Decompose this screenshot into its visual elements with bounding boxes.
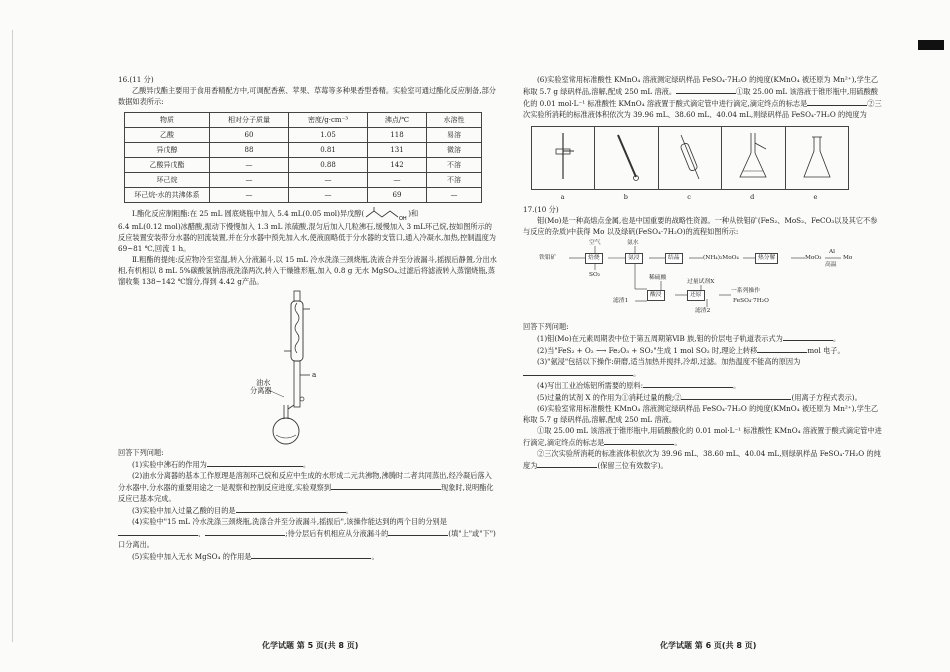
q16-sub4-text-d: (填"上"或"下")口分离出。 — [118, 529, 496, 549]
answer-blank[interactable] — [537, 459, 597, 468]
right-column — [523, 74, 883, 471]
q16-sub4 — [118, 516, 498, 550]
step1-text-cont: 6.4 mL(0.12 mol)冰醋酸,振动下慢慢加入 1.3 mL 浓硫酸,混匀后加入几粒沸石,缓慢加入 3 mL环己烷,按如图所示的反应装置安装带分水器的回流装置,并在分水器中预先加入水,使液面略低于分水器的支管口,通入冷凝水,加热,控制温度为 69~81 ℃,回流 1 h。 — [118, 222, 496, 253]
flow-decompose: 热分解 — [755, 253, 778, 264]
answer-blank[interactable] — [783, 332, 833, 341]
step2-text: Ⅱ.粗酯的提纯:反应物冷至室温,转入分液漏斗,以 15 mL 冷水洗涤三颈烧瓶,洗液合并至分液漏斗,摇振后静置,分出水相,有机相以 8 mL 5%碳酸氢钠溶液洗涤两次,转入干燥锥形瓶,加入 0.8 g 无水 MgSO₄,过滤后将滤液转入蒸馏烧瓶,蒸馏收集 138~142 ℃馏分,得到 4.42 g产品。 — [118, 255, 497, 286]
table-cell: 0.81 — [289, 143, 368, 158]
instrument-figure — [531, 126, 849, 190]
conical-flask-icon — [800, 131, 834, 183]
flow-air: 空气 — [589, 240, 601, 246]
q17-sub5 — [523, 391, 883, 403]
flow-al: Al — [829, 249, 836, 255]
reflux-apparatus-icon — [258, 287, 378, 447]
q17-sub6-part2 — [523, 448, 883, 471]
table-cell: 0.88 — [289, 158, 368, 173]
q16-sub5: (5)实验中加入无水 MgSO₄ 的作用是 。 — [132, 552, 379, 561]
flow-roast: 焙烧 — [585, 253, 603, 264]
flow-leach: 氨浸 — [625, 253, 643, 264]
table-cell: — — [210, 173, 289, 188]
table-cell: — — [210, 188, 289, 203]
table-header-row — [125, 113, 482, 128]
q17-sub2-text-c: 电子。 — [823, 346, 845, 355]
table-header: 密度/g·cm⁻³ — [289, 113, 368, 128]
thermometer-icon — [612, 131, 642, 183]
flow-excess-x: 过量试剂X — [687, 279, 715, 285]
table-header: 水溶性 — [427, 113, 482, 128]
table-header: 沸点/℃ — [368, 113, 427, 128]
q17-header: 17.(10 分) — [523, 205, 559, 214]
instrument-d — [722, 127, 785, 189]
instrument-label: b — [623, 193, 628, 201]
q16-sub4-sep: 、 — [198, 529, 206, 538]
q17-sub6: (6)实验室常用标准酸性 KMnO₄ 溶液测定绿矾样品 FeSO₄·7H₂O 的纯度(KMnO₄ 被还原为 Mn²⁺),学生乙称取 5.7 g 绿矾样品,溶解,配成 250 mL 溶液。 — [523, 404, 879, 424]
table-cell: 环己烷 — [125, 173, 210, 188]
answer-blank[interactable] — [251, 550, 371, 559]
instrument-a — [532, 127, 595, 189]
condenser-icon — [675, 131, 705, 183]
q17-sub3: (3)"氨浸"包括以下操作:研磨,适当加热并搅拌,冷却,过滤。加热温度不能高的原因为。 — [523, 356, 883, 379]
answer-blank[interactable] — [523, 367, 633, 376]
instrument-e — [786, 127, 848, 189]
page-edge — [12, 30, 13, 642]
q16-sub2 — [118, 470, 498, 504]
flow-high-temp: 高温 — [825, 262, 837, 268]
instrument-c — [659, 127, 722, 189]
table-cell: — — [289, 188, 368, 203]
q17-sub6-text-b: ①取 25.00 mL 该溶液于锥形瓶中,用硫酸酸化的 0.01 mol·L⁻¹ 标准酸性 KMnO₄ 溶液置于酸式滴定管中进行滴定,滴定终点的标志是 — [523, 426, 882, 447]
q17-sub2-unit: mol — [807, 346, 821, 355]
q16-sub2-text-b: 现象时,说明酯化反应已基本完成。 — [118, 483, 494, 503]
flow-acid-leach: 酸浸 — [647, 290, 665, 301]
q17-sub6-part1: ①取 25.00 mL 该溶液于锥形瓶中,用硫酸酸化的 0.01 mol·L⁻¹ 标准酸性 KMnO₄ 溶液置于酸式滴定管中进行滴定,滴定终点的标志是 。 — [523, 426, 882, 447]
q17-sub1-text: (1)钼(Mo)在元素周期表中位于第五周期第ⅥB 族,钼的价层电子轨道表示式为 — [537, 334, 783, 343]
instrument-labels — [531, 192, 847, 203]
footer-page-6: 化学试题 第 6 页(共 8 页) — [660, 641, 757, 650]
table-cell: 1.05 — [289, 128, 368, 143]
answer-blank[interactable] — [236, 504, 346, 513]
flow-crystal: 结晶 — [665, 253, 683, 264]
table-row — [125, 143, 482, 158]
table-cell: 乙酸异戊酯 — [125, 158, 210, 173]
q16-sub1-text: (1)实验中沸石的作用为 — [132, 460, 207, 469]
table-cell: 131 — [368, 143, 427, 158]
registration-mark — [918, 40, 944, 50]
apparatus-label-separator: 油水 — [256, 378, 271, 387]
table-cell: 微溶 — [427, 143, 482, 158]
q16-header: 16.(11 分) — [118, 75, 154, 84]
table-cell: — — [427, 188, 482, 203]
q17-sub5-text-b: (用离子方程式表示)。 — [791, 393, 862, 402]
q17-sub5-text: (5)过量的试剂 X 的作用为①消耗过量的酸;② — [537, 393, 682, 402]
flow-residue1: 滤渣1 — [613, 298, 629, 304]
answer-prompt: 回答下列问题: — [118, 448, 164, 457]
table-row — [125, 173, 482, 188]
instrument-b — [595, 127, 658, 189]
answer-blank[interactable] — [331, 481, 441, 490]
q16-sub6 — [523, 74, 883, 120]
answer-blank[interactable] — [388, 527, 448, 536]
answer-blank[interactable] — [676, 85, 736, 94]
q16-sub1: (1)实验中沸石的作用为 。 — [132, 460, 311, 469]
stopcock-icon — [548, 131, 578, 181]
q16-sub4-text-c: ;待分层后有机相应从分液漏斗的 — [285, 529, 389, 538]
table-cell: 88 — [210, 143, 289, 158]
flow-green-vitriol: FeSO₄·7H₂O — [733, 298, 769, 304]
left-column — [118, 74, 498, 562]
table-cell: 60 — [210, 128, 289, 143]
q17-sub4-text: (4)写出工业冶炼铝所需要的原料: — [537, 381, 644, 390]
flow-product: (NH₄)₂MoO₄ — [703, 255, 739, 261]
q16-sub6-text: (6)实验室常用标准酸性 KMnO₄ 溶液测定绿矾样品 FeSO₄·7H₂O 的纯度(KMnO₄ 被还原为 Mn²⁺),学生乙称取 5.7 g 绿矾样品,溶解,配成 250 mL 溶液。 — [523, 75, 879, 96]
answer-blank[interactable] — [205, 527, 285, 536]
q17-sub6-text-c: ②三次实验所消耗的标准液体积依次为 39.96 mL、38.60 mL、40.04 mL,则绿矾样品 FeSO₄·7H₂O 的纯度为 — [523, 449, 881, 470]
table-cell: — — [210, 158, 289, 173]
table-header: 相对分子质量 — [210, 113, 289, 128]
q16-sub6-text-c: ②三次实验所消耗的标准液体积依次为 39.96 mL、38.60 mL、40.04 mL,则绿矾样品 FeSO₄·7H₂O 的纯度为 — [523, 99, 882, 119]
q16-sub3-text: (3)实验中加入过量乙酸的目的是 — [132, 506, 236, 515]
instrument-label: c — [687, 193, 691, 201]
table-cell: 环己烷-水的共沸体系 — [125, 188, 210, 203]
table-row — [125, 158, 482, 173]
q16-sub4-text: (4)实验中"15 mL 冷水洗涤三颈烧瓶,洗涤合并至分液漏斗,摇振后",该操作能达到的两个目的分别是 — [132, 517, 447, 526]
q16-sub2-text: (2)油水分离器的基本工作原理是溶剂环己烷和反应中生成的水形成二元共沸物,沸腾时二者共同蒸出,经冷凝后落入分水器中,分水器的重要用途之一是观察和控制反应进度,实验观察到 — [118, 471, 492, 492]
flow-mo: Mo — [843, 255, 853, 261]
property-table — [124, 112, 482, 203]
answer-blank[interactable] — [681, 391, 791, 400]
table-cell: 不溶 — [427, 158, 482, 173]
flow-dilute-acid: 稀硫酸 — [649, 275, 667, 281]
q16-intro: 乙酸异戊酯主要用于食用香精配方中,可调配香蕉、苹果、草莓等多种果香型香精。实验室可通过酯化反应制备,部分数据如表所示: — [118, 86, 496, 106]
table-header: 物质 — [125, 113, 210, 128]
footer-page-5: 化学试题 第 5 页(共 8 页) — [262, 641, 359, 650]
flow-ore: 铁钼矿 — [539, 255, 557, 261]
q17-answer-prompt: 回答下列问题: — [523, 322, 569, 331]
instrument-label: e — [813, 193, 818, 201]
answer-blank[interactable] — [757, 344, 807, 353]
table-cell: 异戊醇 — [125, 143, 210, 158]
instrument-label: a — [560, 193, 565, 201]
svg-text:OH: OH — [399, 216, 407, 221]
process-flowchart — [523, 241, 883, 315]
step1-part-b: )和 — [408, 209, 419, 218]
q17-sub2-text: (2)当"FeS₂ + O₂ ⟶ Fe₂O₃ + SO₂"生成 1 mol SO₂ 时,理论上转移 — [537, 346, 758, 355]
table-cell: 142 — [368, 158, 427, 173]
apparatus-label-separator-2: 分离器 — [250, 386, 272, 395]
table-row — [125, 188, 482, 203]
table-cell: 乙酸 — [125, 128, 210, 143]
answer-blank[interactable] — [604, 436, 674, 445]
q17-intro: 钼(Mo)是一种高熔点金属,也是中国重要的战略性资源。一种从铁钼矿(FeS₂、MoS₂、FeCO₃以及其它不参与反应的杂质)中获得 Mo 以及绿矾(FeSO₄·7H₂O)的流程如图所示: — [523, 216, 878, 236]
table-cell: 易溶 — [427, 128, 482, 143]
answer-blank[interactable] — [807, 97, 867, 106]
flow-reduce: 还原 — [687, 290, 705, 301]
table-cell: — — [368, 173, 427, 188]
reflux-apparatus — [250, 287, 498, 447]
instrument-label: d — [750, 193, 755, 201]
q16-sub3: (3)实验中加入过量乙酸的目的是 。 — [132, 506, 353, 515]
table-cell: 118 — [368, 128, 427, 143]
isoamyl-alcohol-structure-icon — [364, 207, 408, 221]
step1-text — [118, 207, 498, 221]
flow-series: 一系列操作 — [731, 288, 760, 294]
answer-blank[interactable] — [643, 379, 733, 388]
distilling-flask-icon — [736, 131, 770, 183]
table-row — [125, 128, 482, 143]
answer-blank[interactable] — [207, 458, 303, 467]
table-cell: 69 — [368, 188, 427, 203]
flow-residue2: 滤渣2 — [695, 308, 711, 314]
q17-sub4: (4)写出工业冶炼铝所需要的原料: 。 — [537, 381, 741, 390]
q17-sub3-text: (3)"氨浸"包括以下操作:研磨,适当加热并搅拌,冷却,过滤。加热温度不能高的原因为 — [537, 357, 801, 366]
q16-sub6-text-b: ①取 25.00 mL 该溶液于锥形瓶中,用硫酸酸化的 0.01 mol·L⁻¹ 标准酸性 KMnO₄ 溶液置于酸式滴定管中进行滴定,滴定终点的标志是 — [523, 87, 878, 108]
q16-sub5-text: (5)实验中加入无水 MgSO₄ 的作用是 — [132, 552, 252, 561]
apparatus-label-a: a — [312, 370, 317, 379]
table-cell: 不溶 — [427, 173, 482, 188]
table-cell: — — [289, 173, 368, 188]
answer-blank[interactable] — [118, 527, 198, 536]
flow-moo3: MoO₃ — [805, 255, 822, 261]
q17-sub1: (1)钼(Mo)在元素周期表中位于第五周期第ⅥB 族,钼的价层电子轨道表示式为 。 — [537, 334, 841, 343]
step1-part-a: Ⅰ.酯化反应制粗酯:在 25 mL 圆底烧瓶中加入 5.4 mL(0.05 mol)异戊醇( — [132, 209, 365, 218]
flow-ammonia: 氨水 — [627, 240, 639, 246]
q17-sub6-text-d: (保留三位有效数字)。 — [597, 461, 668, 470]
flow-so2: SO₂ — [589, 272, 601, 278]
q17-sub2 — [523, 344, 883, 356]
